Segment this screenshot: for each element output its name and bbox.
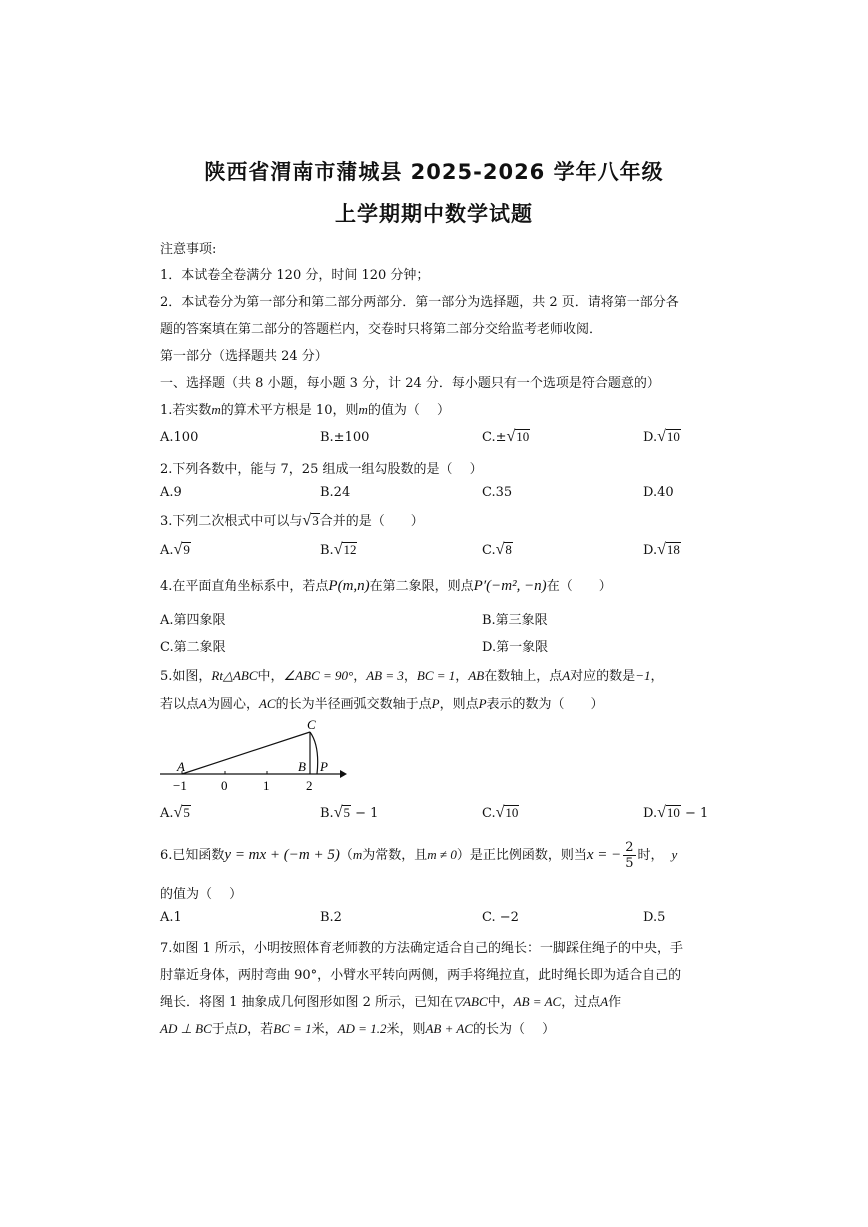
tick-label-0: 0 <box>221 778 228 793</box>
exam-title-line2: 上学期期中数学试题 <box>335 202 533 226</box>
question-2: 2.下列各数中，能与 7，25 组成一组勾股数的是（ ） <box>160 462 483 477</box>
question-7-line2: 肘靠近身体，两肘弯曲 90°，小臂水平转向两侧，两手将绳拉直，此时绳长即为适合自己的 <box>160 968 682 983</box>
q2-option-b: B.24 <box>320 485 351 500</box>
q1-option-d: D.√10 <box>643 428 680 445</box>
q4-option-b: B.第三象限 <box>482 613 548 628</box>
question-4: 4.在平面直角坐标系中，若点P(m,n)在第二象限，则点P′(−m², −n)在（ ） <box>160 578 612 594</box>
question-6-line1: 6.已知函数y = mx + (−m + 5)（m为常数，且m ≠ 0）是正比例函数，则当x = − $\frac{2}{5}$ 时， y <box>160 840 678 871</box>
q1-option-c: C.±√10 <box>482 428 530 445</box>
q2-option-d: D.40 <box>643 485 674 500</box>
q6-option-d: D.5 <box>643 910 666 925</box>
question-7-line3: 绳长．将图 1 抽象成几何图形如图 2 所示，已知在▽ABC中，AB = AC，过点A作 <box>160 994 622 1010</box>
question-6-line2: 的值为（ ） <box>160 887 243 902</box>
notice-item-2b: 题的答案填在第二部分的答题栏内，交卷时只将第二部分交给监考老师收阅． <box>160 322 603 337</box>
q5-option-c: C.√10 <box>482 804 519 821</box>
question-7-line4: AD ⊥ BC于点D，若BC = 1米，AD = 1.2米，则AB + AC的长为（ ） <box>160 1021 556 1037</box>
question-1: 1.若实数m的算术平方根是 10，则m的值为（ ） <box>160 402 451 418</box>
tick-label-2: 2 <box>306 778 313 793</box>
arc-cp <box>310 732 318 774</box>
q3-option-d: D.√18 <box>643 541 680 558</box>
tick-label-minus-1: −1 <box>173 778 187 793</box>
q3-option-b: B.√12 <box>320 541 357 558</box>
label-a: A <box>177 759 185 774</box>
q5-option-b: B.√5 − 1 <box>320 804 379 821</box>
label-c: C <box>307 717 316 732</box>
q3-option-c: C.√8 <box>482 541 512 558</box>
section-heading: 一、选择题（共 8 小题，每小题 3 分，计 24 分．每小题只有一个选项是符合题意的） <box>160 376 660 391</box>
q1-option-b: B.±100 <box>320 430 370 445</box>
q6-option-a: A.1 <box>160 910 182 925</box>
q6-option-b: B.2 <box>320 910 342 925</box>
question-7-line1: 7.如图 1 所示，小明按照体育老师教的方法确定适合自己的绳长：一脚踩住绳子的中央，手 <box>160 941 683 956</box>
q1-option-a: A.100 <box>160 430 199 445</box>
label-p: P <box>320 759 328 774</box>
hypotenuse-ac <box>182 732 310 774</box>
label-b: B <box>298 759 306 774</box>
q5-option-a: A.√5 <box>160 804 190 821</box>
q2-option-a: A.9 <box>160 485 182 500</box>
number-line-figure <box>155 716 355 796</box>
exam-title-line1: 陕西省渭南市蒲城县 2025-2026 学年八年级 <box>204 160 664 184</box>
number-line-arrow <box>340 770 347 778</box>
tick-label-1: 1 <box>263 778 270 793</box>
q4-option-a: A.第四象限 <box>160 613 226 628</box>
q6-option-c: C. −2 <box>482 910 519 925</box>
notice-item-1: 1．本试卷全卷满分 120 分，时间 120 分钟； <box>160 268 430 283</box>
question-5-line2: 若以点A为圆心，AC的长为半径画弧交数轴于点P，则点P表示的数为（ ） <box>160 696 604 712</box>
question-3: 3.下列二次根式中可以与√3合并的是（ ） <box>160 512 424 529</box>
part1-heading: 第一部分（选择题共 24 分） <box>160 349 328 364</box>
question-5-line1: 5.如图，Rt△ABC中，∠ABC = 90°，AB = 3，BC = 1，AB在数轴上，点A对应的数是−1， <box>160 668 664 684</box>
q4-option-d: D.第一象限 <box>482 640 549 655</box>
q2-option-c: C.35 <box>482 485 513 500</box>
fraction-two-fifths: $\frac{2}{5}$ <box>625 840 634 871</box>
q4-option-c: C.第二象限 <box>160 640 226 655</box>
q5-option-d: D.√10 − 1 <box>643 804 709 821</box>
q3-option-a: A.√9 <box>160 541 190 558</box>
notice-heading: 注意事项: <box>160 242 217 257</box>
notice-item-2a: 2．本试卷分为第一部分和第二部分两部分．第一部分为选择题，共 2 页．请将第一部分各 <box>160 295 679 310</box>
